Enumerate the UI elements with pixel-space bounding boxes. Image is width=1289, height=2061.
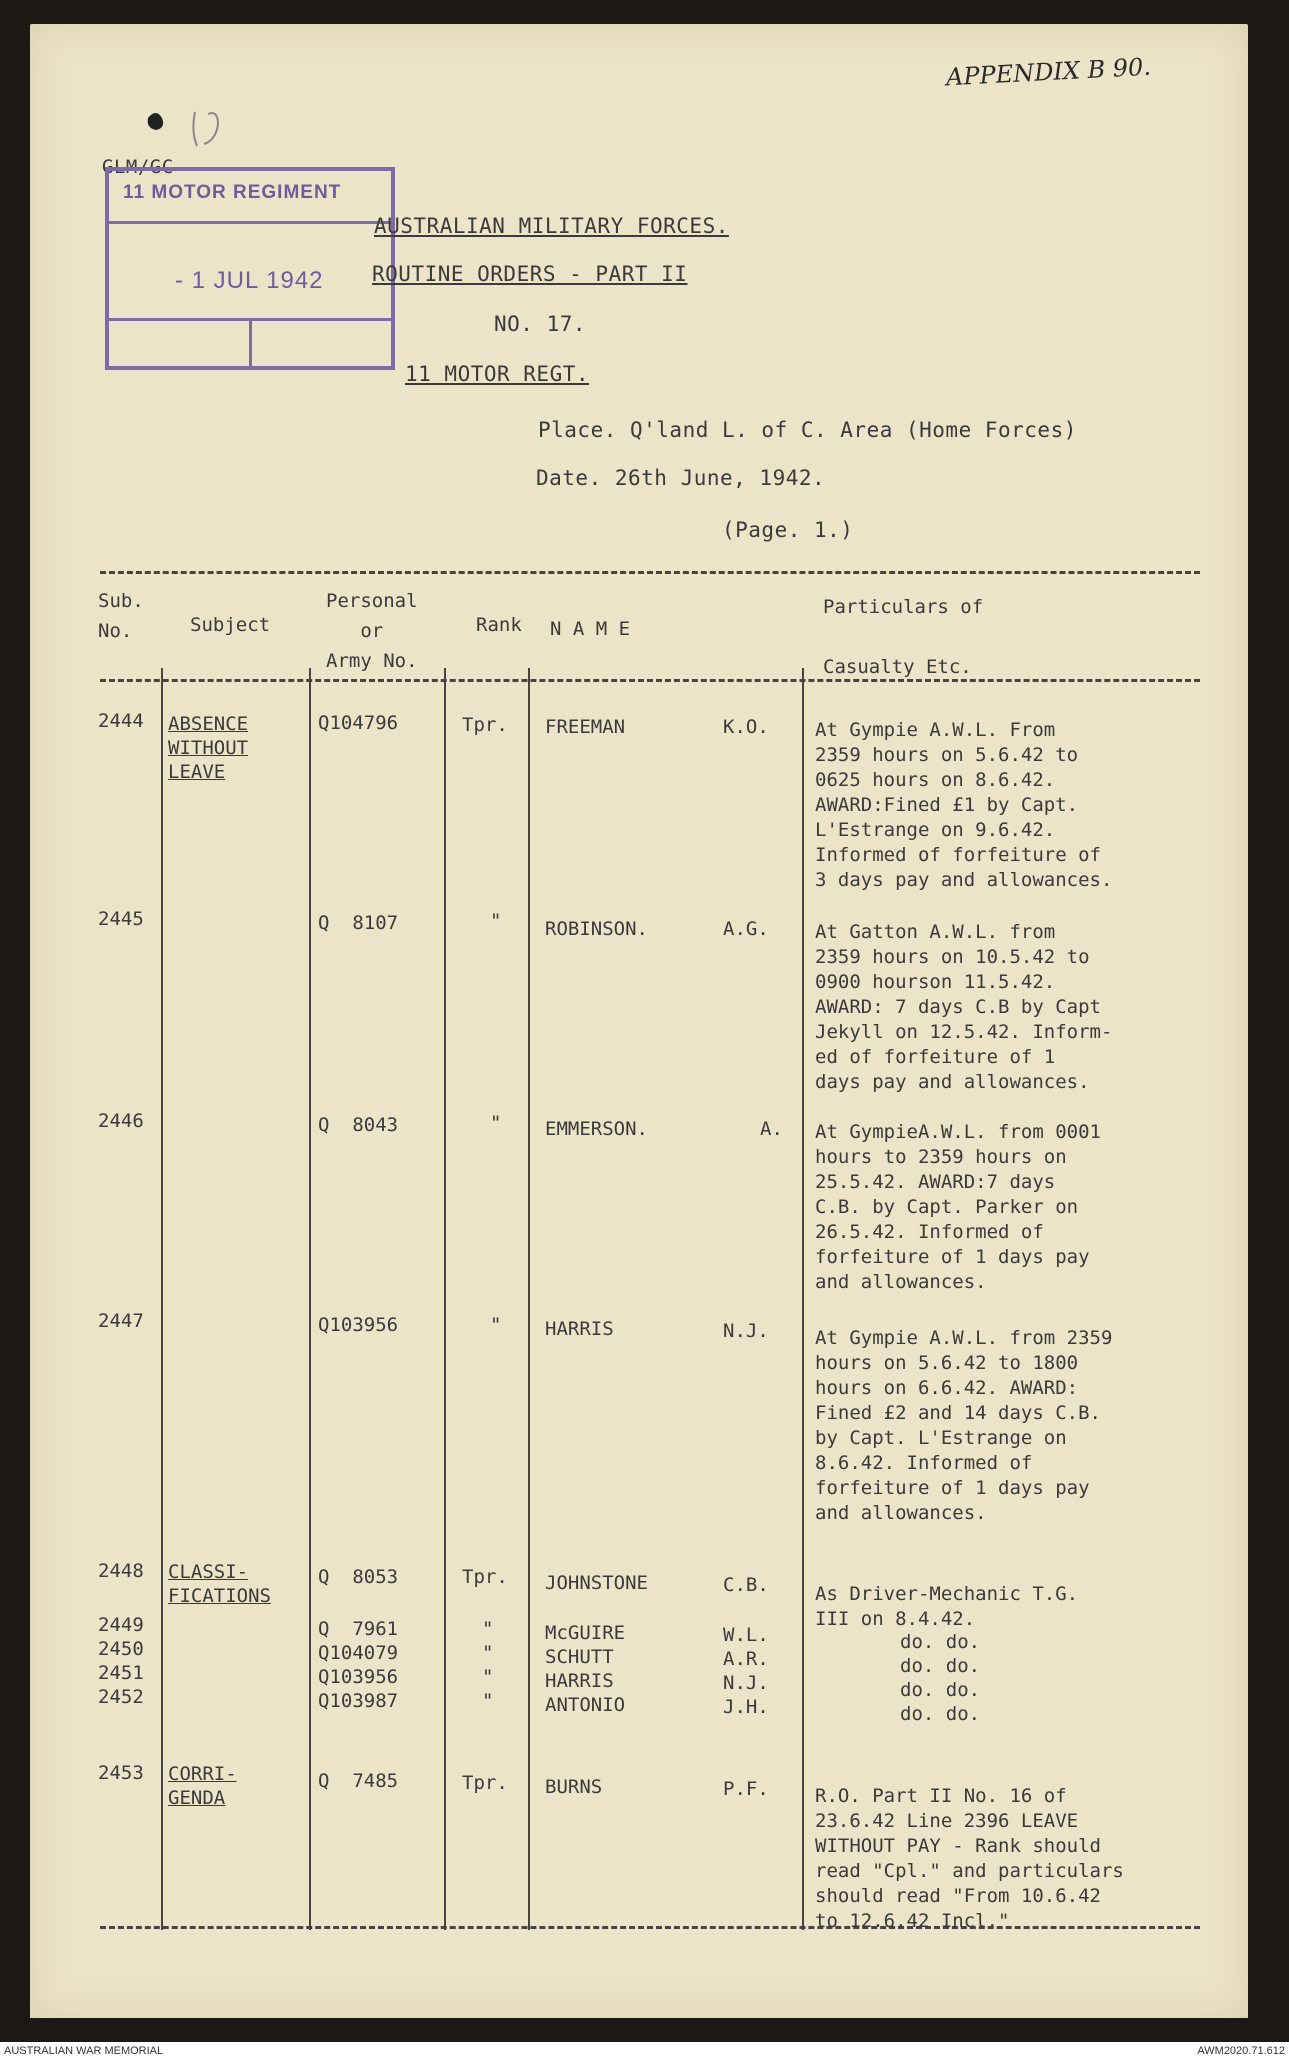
army-number: Q104796 <box>318 712 399 734</box>
surname: McGUIRE <box>545 1622 626 1644</box>
army-number: Q104079 <box>318 1642 399 1664</box>
stamp-date: - 1 JUL 1942 <box>175 267 324 294</box>
sub-number: 2446 <box>98 1110 144 1132</box>
order-number: NO. 17. <box>494 312 587 336</box>
document-title: AUSTRALIAN MILITARY FORCES. <box>374 214 729 238</box>
sub-number: 2451 <box>98 1662 144 1684</box>
initials: A.R. <box>723 1648 769 1670</box>
army-number: Q 8043 <box>318 1114 399 1136</box>
subject: ABSENCE WITHOUT LEAVE <box>168 713 249 783</box>
rank: " <box>482 1618 494 1640</box>
column-header-rank: Rank <box>476 614 522 636</box>
particulars: As Driver-Mechanic T.G. III on 8.4.42. <box>815 1583 1079 1630</box>
rank: " <box>482 1666 494 1688</box>
reference-code: GLM/GC <box>102 156 174 178</box>
column-header-personal: Personal or Army No. <box>326 590 418 672</box>
footer-credit: AUSTRALIAN WAR MEMORIAL <box>4 2045 164 2057</box>
army-number: Q 7485 <box>318 1770 399 1792</box>
footer <box>0 2043 1289 2061</box>
surname: FREEMAN <box>545 716 626 738</box>
rank: " <box>490 1112 502 1134</box>
handwritten-mark <box>140 92 260 152</box>
footer-accession: AWM2020.71.612 <box>1197 2045 1285 2057</box>
initials: J.H. <box>723 1696 769 1718</box>
scan-border <box>30 2018 1248 2042</box>
sub-number: 2445 <box>98 908 144 930</box>
particulars: do. do. <box>900 1655 981 1677</box>
sub-number: 2444 <box>98 710 144 732</box>
surname: EMMERSON. <box>545 1118 648 1140</box>
initials: K.O. <box>723 716 769 738</box>
appendix-annotation: APPENDIX B 90. <box>945 52 1152 92</box>
rank: " <box>482 1642 494 1664</box>
initials: N.J. <box>723 1320 769 1342</box>
subject: CORRI- GENDA <box>168 1763 237 1809</box>
page-number: (Page. 1.) <box>722 518 854 542</box>
army-number: Q103987 <box>318 1690 399 1712</box>
particulars: At Gympie A.W.L. From 2359 hours on 5.6.42 to 0625 hours on 8.6.42. AWARD:Fined £1 by Capt. L'Estrange on 9.6.42. Informed of forfeiture of 3 days pay and allowances. <box>815 719 1113 891</box>
particulars: R.O. Part II No. 16 of 23.6.42 Line 2396 LEAVE WITHOUT PAY - Rank should read "Cpl." and particulars should read "From 10.6.42 to 12.6.42 Incl." <box>815 1785 1124 1932</box>
initials: N.J. <box>723 1672 769 1694</box>
particulars: do. do. <box>900 1631 981 1653</box>
document-subtitle: ROUTINE ORDERS - PART II <box>372 262 688 286</box>
received-stamp <box>105 167 395 370</box>
initials: C.B. <box>723 1574 769 1596</box>
stamp-unit: 11 MOTOR REGIMENT <box>123 182 342 203</box>
sub-number: 2448 <box>98 1560 144 1582</box>
subject: CLASSI- FICATIONS <box>168 1561 271 1607</box>
table-header-rule <box>100 679 1200 682</box>
initials: W.L. <box>723 1624 769 1646</box>
surname: ROBINSON. <box>545 918 648 940</box>
army-number: Q 8053 <box>318 1566 399 1588</box>
column-divider <box>802 668 804 1930</box>
rank: " <box>482 1690 494 1712</box>
sub-number: 2452 <box>98 1686 144 1708</box>
rank: " <box>490 1314 502 1336</box>
army-number: Q 7961 <box>318 1618 399 1640</box>
surname: HARRIS <box>545 1318 614 1340</box>
unit-name: 11 MOTOR REGT. <box>405 362 590 386</box>
sub-number: 2449 <box>98 1614 144 1636</box>
surname: JOHNSTONE <box>545 1572 648 1594</box>
rank: Tpr. <box>462 1772 508 1794</box>
surname: HARRIS <box>545 1670 614 1692</box>
particulars: do. do. <box>900 1703 981 1725</box>
rank: " <box>490 910 502 932</box>
column-divider <box>528 668 530 1930</box>
stamp-divider <box>249 318 252 366</box>
column-divider <box>309 668 311 1930</box>
rank: Tpr. <box>462 1566 508 1588</box>
particulars: At Gympie A.W.L. from 2359 hours on 5.6.42 to 1800 hours on 6.6.42. AWARD: Fined £2 and 14 days C.B. by Capt. L'Estrange on 8.6.42. Informed of forfeiture of 1 days pay and allowances. <box>815 1327 1113 1524</box>
surname: SCHUTT <box>545 1646 614 1668</box>
rank: Tpr. <box>462 714 508 736</box>
column-header-sub: Sub. No. <box>98 590 144 642</box>
army-number: Q 8107 <box>318 912 399 934</box>
initials: A.G. <box>723 918 769 940</box>
army-number: Q103956 <box>318 1666 399 1688</box>
place-line: Place. Q'land L. of C. Area (Home Forces) <box>538 418 1077 442</box>
date-line: Date. 26th June, 1942. <box>536 466 826 490</box>
surname: ANTONIO <box>545 1694 626 1716</box>
sub-number: 2453 <box>98 1762 144 1784</box>
particulars: do. do. <box>900 1679 981 1701</box>
column-header-name: N A M E <box>550 618 631 640</box>
initials: P.F. <box>723 1778 769 1800</box>
sub-number: 2450 <box>98 1638 144 1660</box>
army-number: Q103956 <box>318 1314 399 1336</box>
table-top-rule <box>100 571 1200 574</box>
column-header-particulars: Particulars of Casualty Etc. <box>823 596 984 678</box>
particulars: At GympieA.W.L. from 0001 hours to 2359 hours on 25.5.42. AWARD:7 days C.B. by Capt. Parker on 26.5.42. Informed of forfeiture of 1 days pay and allowances. <box>815 1121 1101 1293</box>
sub-number: 2447 <box>98 1310 144 1332</box>
column-header-subject: Subject <box>190 614 271 636</box>
column-divider <box>444 668 446 1930</box>
surname: BURNS <box>545 1776 603 1798</box>
column-divider <box>161 668 163 1930</box>
initials: A. <box>760 1118 783 1140</box>
particulars: At Gatton A.W.L. from 2359 hours on 10.5.42 to 0900 hourson 11.5.42. AWARD: 7 days C.B by Capt Jekyll on 12.5.42. Inform- ed of forfeiture of 1 days pay and allowances. <box>815 921 1113 1093</box>
stamp-rule <box>109 221 391 224</box>
